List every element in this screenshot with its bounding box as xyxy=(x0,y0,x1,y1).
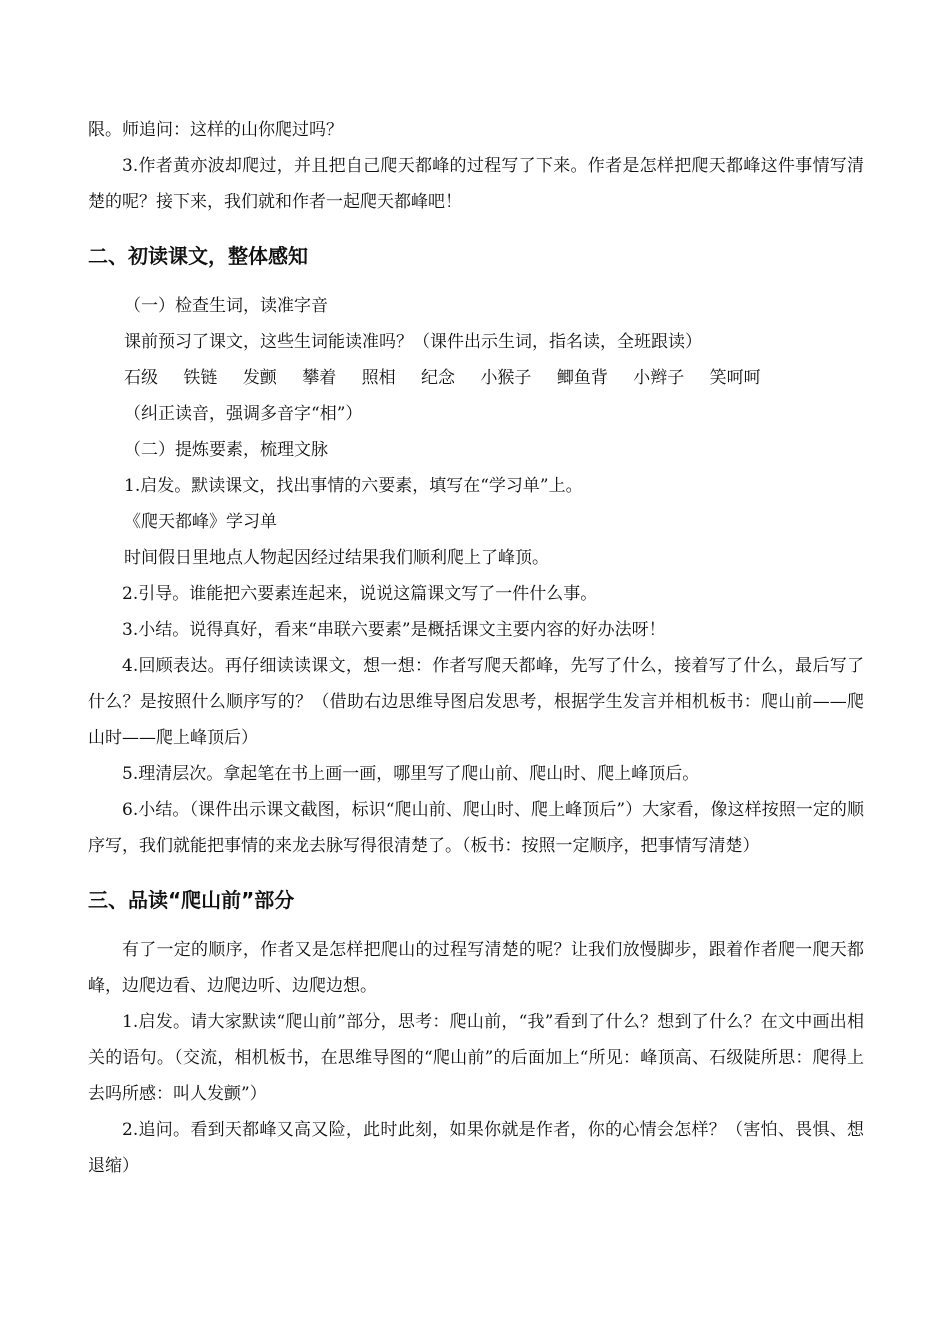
vocab-word: 小辫子 xyxy=(633,368,685,388)
step-3-summary: 3.小结。说得真好，看来“串联六要素”是概括课文主要内容的好办法呀！ xyxy=(122,620,666,640)
paragraph-author-climbed: 3.作者黄亦波却爬过，并且把自己爬天都峰的过程写了下来。作者是怎样把爬天都峰这件事情写清楚的呢？接下来，我们就和作者一起爬天都峰吧！ xyxy=(88,156,864,212)
vocab-word: 铁链 xyxy=(183,368,218,388)
vocab-word-list xyxy=(88,360,864,396)
vocab-word: 照相 xyxy=(361,368,396,388)
section-heading-2: 二、初读课文，整体感知 xyxy=(88,244,308,268)
section-3-step-1: 1.启发。请大家默读“爬山前”部分，思考：爬山前，“我”看到了什么？想到了什么？在文中画出相关的语句。（交流，相机板书，在思维导图的“爬山前”的后面加上“所见：峰顶高、石级陡所思：爬得上去吗所感：叫人发颤”） xyxy=(88,1012,864,1104)
section-heading-3: 三、品读“爬山前”部分 xyxy=(88,888,295,912)
vocab-word: 攀着 xyxy=(302,368,337,388)
vocab-word: 鲫鱼背 xyxy=(556,368,608,388)
document-page xyxy=(88,112,864,1184)
step-2-guide: 2.引导。谁能把六要素连起来，说说这篇课文写了一件什么事。 xyxy=(122,584,598,604)
section-3-intro: 有了一定的顺序，作者又是怎样把爬山的过程写清楚的呢？让我们放慢脚步，跟着作者爬一爬天都峰，边爬边看、边爬边听、边爬边想。 xyxy=(88,940,864,996)
vocab-word: 石级 xyxy=(124,368,158,388)
step-4-review: 4.回顾表达。再仔细读读课文，想一想：作者写爬天都峰，先写了什么，接着写了什么，最后写了什么？是按照什么顺序写的？（借助右边思维导图启发思考，根据学生发言并相机板书：爬山前——爬山时——爬上峰顶后） xyxy=(88,656,864,748)
vocab-word: 小猴子 xyxy=(480,368,532,388)
subsection-title-1: （一）检查生词，读准字音 xyxy=(124,296,328,316)
worksheet-line: 时间假日里地点人物起因经过结果我们顺利爬上了峰顶。 xyxy=(124,548,549,568)
worksheet-title: 《爬天都峰》学习单 xyxy=(124,512,277,532)
vocab-word: 发颤 xyxy=(242,368,277,388)
step-6-summary: 6.小结。（课件出示课文截图，标识“爬山前、爬山时、爬上峰顶后”）大家看，像这样按照一定的顺序写，我们就能把事情的来龙去脉写得很清楚了。（板书：按照一定顺序，把事情写清楚） xyxy=(88,800,864,856)
subsection-title-2: （二）提炼要素，梳理文脉 xyxy=(124,440,328,460)
pronunciation-note: （纠正读音，强调多音字“相”） xyxy=(124,404,363,424)
step-1-inspire: 1.启发。默读课文，找出事情的六要素，填写在“学习单”上。 xyxy=(124,476,583,496)
vocab-word: 笑呵呵 xyxy=(709,368,761,388)
step-5-structure: 5.理清层次。拿起笔在书上画一画，哪里写了爬山前、爬山时、爬上峰顶后。 xyxy=(122,764,700,784)
paragraph-continuation: 限。师追问：这样的山你爬过吗？ xyxy=(88,120,343,140)
section-3-step-2: 2.追问。看到天都峰又高又险，此时此刻，如果你就是作者，你的心情会怎样？（害怕、畏惧、想退缩） xyxy=(88,1120,864,1176)
vocab-intro: 课前预习了课文，这些生词能读准吗？（课件出示生词，指名读，全班跟读） xyxy=(124,332,702,352)
vocab-word: 纪念 xyxy=(421,368,456,388)
